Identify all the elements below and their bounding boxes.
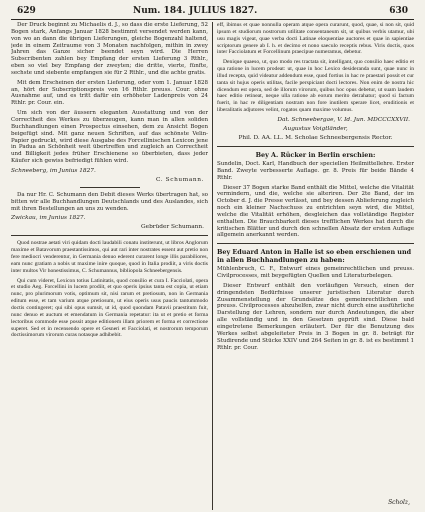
signature: C. Schumann. [155, 176, 204, 183]
signature-title: Phil. D. AA. LL. M. Scholae Schneebergensis Rector. [238, 134, 393, 141]
latin-paragraph: Qui cum videret, Lexicon totius Latinitatis, quod consilio et cura I. Facciolati, opera et studio Aeg. Forcellini in lucem prodiit, et quo operis ipsius tanta est copia, ut etiam nunc, pro plurimorum votis, optimum sit, nisi rarum et pretiosum, non in Germania editum esse, et tam varium atque pretiosum, ut eius operis usus paucis tantummodo doctis contingeret; qui sibi opus sumsit, ut id, quod quondam Patavii praestitum fuit, nunc denuo et auctum et emendatum in Germania repetatur: ita ut et pretio et forma lectoribus commode esse possit atque editionem illam priorem et forma et correctione superet. Sed et in recensendo opere et Gesneri et Facciolati, et nostrorum temporum doctissimorum virorum curas notasque adhibebit. [11, 277, 208, 339]
divider [11, 235, 208, 236]
announcement-paragraph: Der Druck beginnt zu Michaelis d. J., so dass die erste Lieferung, 52 Bogen stark, Anfangs Januar 1828 bestimmt versendet werden kann, von wo an dann die übrigen Lieferungen, gleiche Bogenzahl haltend, jede in einem Zeitraume von 3 Monaten nachfolgen, mithin in zwey Jahren das Ganze sicher beendet seyn wird. Die Herren Subscribenten zahlen bey Empfang der ersten Lieferung 3 Rthlr., eben so viel bey Empfang der zweyten; die dritte, vierte, fünfte, sechste und siebente empfangen sie für 2 Rthlr., und die achte gratis. [11, 22, 208, 76]
issue-date: JULIUS 1827. [189, 6, 258, 16]
page-number-right: 630 [389, 6, 408, 16]
page-header [11, 5, 414, 20]
catchword: Scholz, [388, 499, 410, 506]
latin-paragraph: Quod nostrae aetati viri quidam docti laudabili conatu institerunt, ut libros Anglorum maxime et Batavorum praestantissimos, qui aut rari inter nostrates essent aut pretio non fere mediocri venderentur, in Germania denuo ederent curarent longe illis parabiliores, eam nunc gratiam a nobis ut maxime inire quoque, quod in Italia prodiit, a viris doctis inter multos Vir honestissimus, C. Schumannus, bibliopola Schneebergensis. [11, 240, 208, 274]
right-column [217, 22, 414, 510]
issue-number: Num. 184. [133, 6, 186, 16]
column-rule [212, 22, 213, 510]
announcement-paragraph: Um sich von der äussern eleganten Ausstattung und von der Correctheit des Werkes zu überzeugen, kann man in allen soliden Buchhandlungen einen Prospectus einsehen, dem zu Ansicht Bogen beigefügt sind. Mit ganz neuen Schriften, auf das schönste Velin-Papier gedruckt, wird diese Ausgabe des Forcellinischen Lexicon jene in Padua an Schönheit weit übertreffen und zugleich an Correctheit und Billigkeit jedes früher Erschienene so überbieten, dass jeder Käufer sich gewiss befriedigt fühlen wird. [11, 110, 208, 165]
text-columns [11, 22, 414, 510]
place-date-line: Dat. Schneebergae, V. Id. Jun. MDCCCXXVII. [277, 116, 410, 123]
announcement-paragraph: Mit dem Erscheinen der ersten Lieferung, oder vom 1. Januar 1828 an, hört der Subscriptionspreis von 16 Rthlr. preuss. Cour. ohne Ausnahme auf, und es tritt dafür ein erhöheter Ladenpreis von 24 Rthlr. pr. Cour. ein. [11, 79, 208, 107]
divider [80, 187, 140, 188]
book-title: Mühlenbruch, C. F., Entwurf eines gemeinrechtlichen und preuss. Civilprocesses, mit beygefügten Quellen und Literaturbelegen. [217, 266, 414, 280]
divider [217, 243, 414, 244]
advertisement-heading: Bey Eduard Anton in Halle ist so eben erschienen und in allen Buchhandlungen zu haben: [217, 248, 412, 265]
advertisement-body: Dieser 37 Bogen starke Band enthält die Mittel, welche die Vitalität vermindern, und die, welche sie alteriren. Der 2te Band, der im October d. J. die Presse verlässt, und bey dessen Ablieferung zugleich noch ein kleiner Nachschuss zu entrichten seyn wird, die Mittel, welche die Vitalität erhöhen, desgleichen das vollständige Register enthalten. Die Brauchbarkeit dieses trefflichen Werkes hat durch die kritischen Blätter und durch den schnellen Absatz der ersten Auflage allgemein anerkannt werden. [217, 184, 414, 239]
latin-paragraph: Denique quaeso, ut, quo modo res tractata sit, intelligant, quo consilio haec editio et qua ratione in lucem prodeat: ut, quae in hoc Lexico desideranda sunt, quae nunc in illud recepta, quid videatur addendum esse, quod fortius in hac re praestari possit et cur tanta sit hujus operis utilitas, facile perspiciant docti lectores. Non enim de nostra hic dicendum est opera, sed de illorum virorum, quibus hoc opus debetur, ut suam laudem haec editio retineat, neque ulla ratione ab eorum merito detrahatur; quod si factum fuerit, in hac re diligentiam nostram non fore inutilem sperare licet, eruditionis et liberalitatis adjutores velint, rogatos quam maxime volumus. [217, 59, 414, 114]
place-date-line: Zwickau, im Junius 1827. [11, 215, 86, 222]
book-title: Sundelin, Doct. Karl, Handbuch der speciellen Heilmittellehre. Erster Band. Zweyte verbesserte Auflage. gr. 8. Preis für beide Bände 4 Rthlr. [217, 160, 414, 181]
advertisement-body: Dieser Entwurf enthält den vorläufigen Versuch, einen der dringendsten Bedürfnisse unserer juristischen Literatur durch Zusammenstellung der Grundsätze des gemeinrechtlichen und preuss. Civilprocesses abzuhelfen, zwar nicht durch eine ausführliche Darstellung der Lehren, sondern nur durch Andeutungen, die aber alle vollständig und in den Gesetzen geprüft sind. Diese bald eingetretene Bemerkungen erläutert. Der für die Benutzung des Werkes selbst abgeleiteter Preis in 3 Bogen in gr. 8. beträgt für Studirende und Stücke XXIV und 264 Seiten in gr. 8. ist es bestimmt 1 Rthlr. pr. Cour. [217, 282, 414, 351]
divider [217, 146, 414, 147]
left-column [11, 22, 208, 510]
signature: Augustus Voigtländer, [283, 125, 348, 132]
latin-paragraph: eff, ibimus et quae nonnulla operam atque opera curarunt, quod, quae, si non sit, quid ipsum et studiorum nostrorum utilitate consentaneum sit, ut quibus verbis utamur, ubi usu magis vigeat, quae verba docti Latinae eloquentiae auctores et quae in sapientiae scriptorum genere ab I. h. et decimo et nono saeculo receptis rebus. Viris doctis, quos inter Facciolatum et Forcellinum praecipue numeramus, debetur. [217, 22, 414, 56]
signature: Gebrüder Schumann. [141, 224, 204, 231]
advertisement-heading: Bey A. Rücker in Berlin erschien: [255, 150, 376, 159]
place-date-line: Schneeberg, im Junius 1827. [11, 167, 96, 174]
announcement-paragraph: Da nur Hr. C. Schumann den Debit dieses Werks übertragen hat, so bitten wir alle Buchhandlungen Deutschlands und des Auslandes, sich mit ihren Bestellungen an uns zu wenden. [11, 191, 208, 212]
page-number-left: 629 [17, 6, 36, 16]
